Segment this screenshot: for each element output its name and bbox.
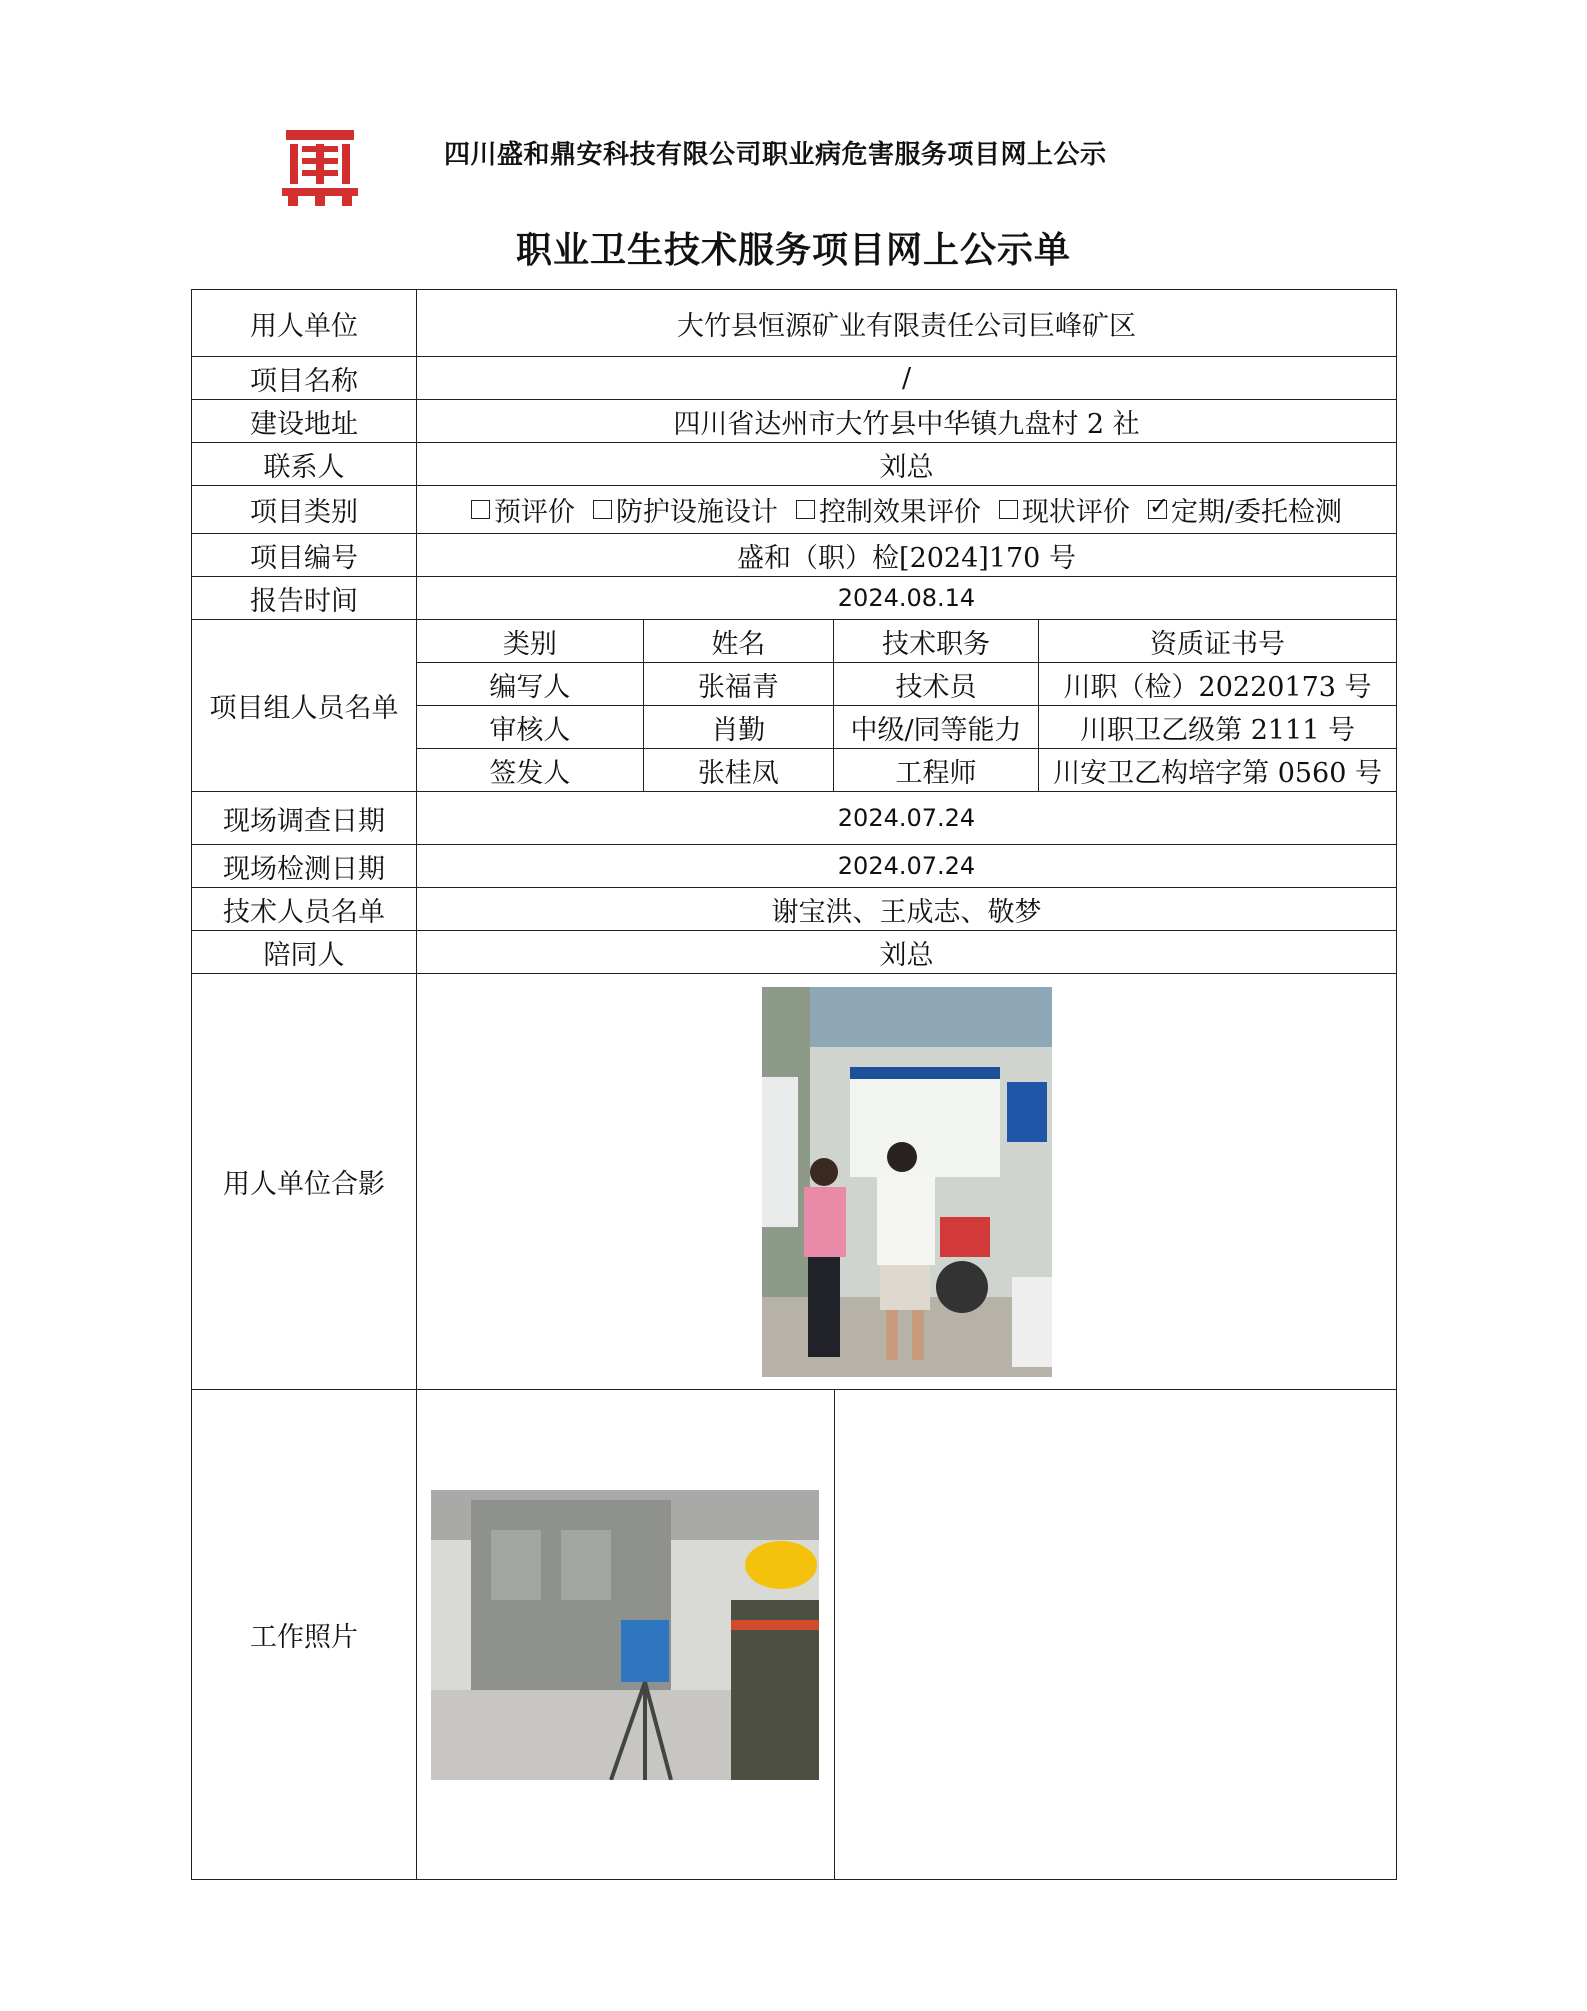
team-table <box>417 620 1396 791</box>
group-photo <box>762 987 1052 1377</box>
team-cell: 张桂凤 <box>643 749 833 792</box>
team-cell: 川职卫乙级第 2111 号 <box>1039 706 1396 749</box>
team-member-row <box>417 706 1396 749</box>
team-header-cert: 资质证书号 <box>1039 620 1396 663</box>
test-date-row <box>192 845 1397 888</box>
checkbox-icon <box>593 500 612 519</box>
group-photo-cell <box>417 974 1397 1390</box>
checkbox-icon <box>999 500 1018 519</box>
report-date-row <box>192 577 1397 620</box>
team-row <box>192 620 1397 792</box>
report-date-label: 报告时间 <box>192 577 417 620</box>
notice-form-table <box>191 289 1397 1880</box>
group-photo-row <box>192 974 1397 1390</box>
category-option-protection-design: 防护设施设计 <box>593 490 778 529</box>
team-header-row <box>417 620 1396 663</box>
tech-staff-label: 技术人员名单 <box>192 888 417 931</box>
test-date-label: 现场检测日期 <box>192 845 417 888</box>
team-cell: 川职（检）20220173 号 <box>1039 663 1396 706</box>
category-option-status-evaluation: 现状评价 <box>999 490 1130 529</box>
work-photo-cell <box>417 1390 835 1880</box>
category-option-control-effect: 控制效果评价 <box>796 490 981 529</box>
employer-label: 用人单位 <box>192 290 417 357</box>
tech-staff-row <box>192 888 1397 931</box>
project-name-row <box>192 357 1397 400</box>
team-member-row <box>417 663 1396 706</box>
project-name-label: 项目名称 <box>192 357 417 400</box>
contact-value: 刘总 <box>417 443 1397 486</box>
survey-date-label: 现场调查日期 <box>192 792 417 845</box>
project-name-value: / <box>417 357 1397 400</box>
project-number-label: 项目编号 <box>192 534 417 577</box>
page-header <box>280 126 1280 206</box>
work-photo-label: 工作照片 <box>192 1390 417 1880</box>
work-photo <box>431 1490 819 1780</box>
escort-label: 陪同人 <box>192 931 417 974</box>
project-number-value: 盛和（职）检[2024]170 号 <box>417 534 1397 577</box>
work-photo-empty-cell <box>835 1390 1397 1880</box>
address-row <box>192 400 1397 443</box>
category-option-pre-evaluation: 预评价 <box>471 490 575 529</box>
category-option-periodic-testing: ✓ 定期/委托检测 <box>1148 490 1342 529</box>
team-cell: 编写人 <box>417 663 643 706</box>
survey-date-value: 2024.07.24 <box>417 792 1397 845</box>
survey-date-row <box>192 792 1397 845</box>
document-title: 职业卫生技术服务项目网上公示单 <box>515 229 1071 271</box>
team-member-row <box>417 749 1396 792</box>
contact-row <box>192 443 1397 486</box>
category-row <box>192 486 1397 534</box>
team-header-category: 类别 <box>417 620 643 663</box>
category-options <box>417 486 1397 534</box>
team-header-title: 技术职务 <box>833 620 1038 663</box>
escort-value: 刘总 <box>417 931 1397 974</box>
test-date-value: 2024.07.24 <box>417 845 1397 888</box>
company-logo <box>280 126 360 206</box>
report-date-value: 2024.08.14 <box>417 577 1397 620</box>
team-cell: 工程师 <box>833 749 1038 792</box>
group-photo-image <box>762 987 1052 1377</box>
team-cell: 川安卫乙构培字第 0560 号 <box>1039 749 1396 792</box>
team-table-cell <box>417 620 1397 792</box>
team-cell: 审核人 <box>417 706 643 749</box>
project-number-row <box>192 534 1397 577</box>
group-photo-label: 用人单位合影 <box>192 974 417 1390</box>
company-announcement-line: 四川盛和鼎安科技有限公司职业病危害服务项目网上公示 <box>444 140 1107 170</box>
category-label: 项目类别 <box>192 486 417 534</box>
team-label: 项目组人员名单 <box>192 620 417 792</box>
address-label: 建设地址 <box>192 400 417 443</box>
checkbox-icon <box>796 500 815 519</box>
employer-row <box>192 290 1397 357</box>
employer-value: 大竹县恒源矿业有限责任公司巨峰矿区 <box>417 290 1397 357</box>
address-value: 四川省达州市大竹县中华镇九盘村 2 社 <box>417 400 1397 443</box>
tech-staff-value: 谢宝洪、王成志、敬梦 <box>417 888 1397 931</box>
escort-row <box>192 931 1397 974</box>
team-cell: 张福青 <box>643 663 833 706</box>
team-cell: 技术员 <box>833 663 1038 706</box>
work-photo-image <box>431 1490 819 1780</box>
team-cell: 肖勤 <box>643 706 833 749</box>
work-photo-row <box>192 1390 1397 1880</box>
checked-checkbox-icon <box>1148 500 1167 519</box>
contact-label: 联系人 <box>192 443 417 486</box>
checkbox-icon <box>471 500 490 519</box>
team-cell: 签发人 <box>417 749 643 792</box>
team-header-name: 姓名 <box>643 620 833 663</box>
team-cell: 中级/同等能力 <box>833 706 1038 749</box>
